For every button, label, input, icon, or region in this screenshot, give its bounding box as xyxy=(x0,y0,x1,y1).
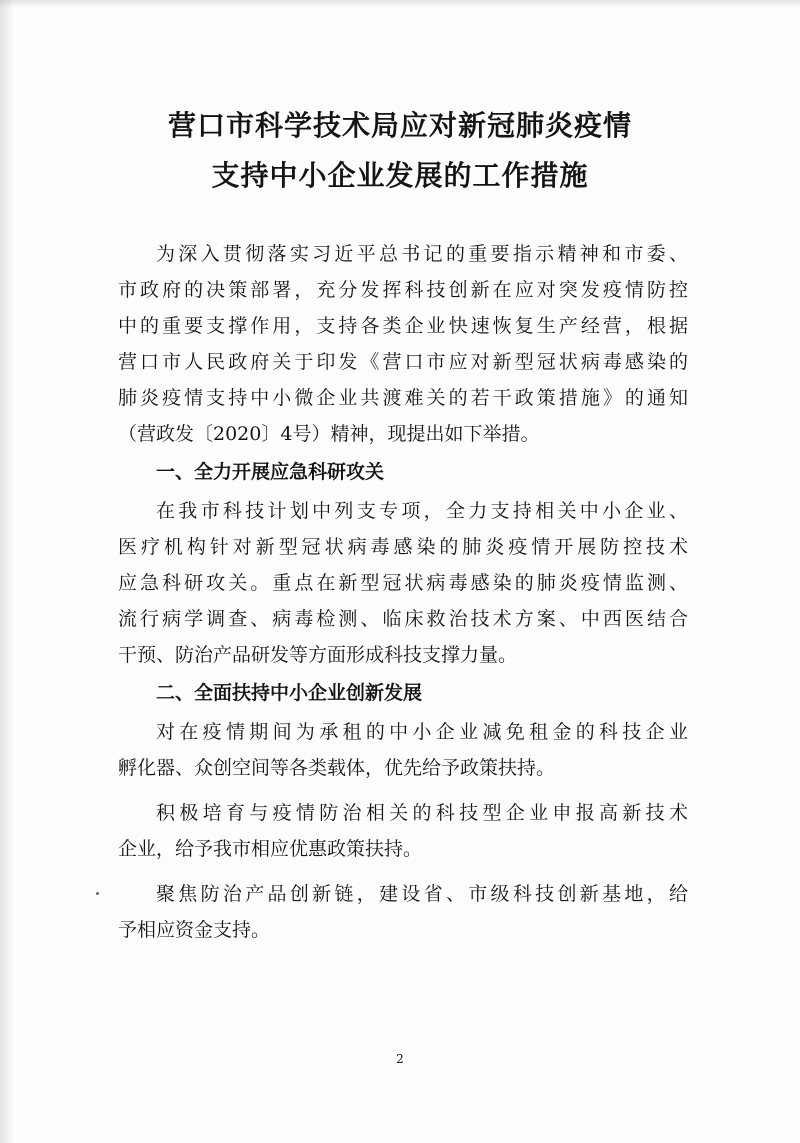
page-number: 2 xyxy=(396,1052,404,1066)
section-1-line: 医疗机构针对新型冠状病毒感染的肺炎疫情开展防控技术 xyxy=(118,536,688,558)
document-title-line-2: 支持中小企业发展的工作措施 xyxy=(211,159,589,192)
section-2-paragraph-2-line: 企业，给予我市相应优惠政策扶持。 xyxy=(118,838,423,860)
document-title-line-1: 营口市科学技术局应对新冠肺炎疫情 xyxy=(167,109,632,142)
intro-line: 为深入贯彻落实习近平总书记的重要指示精神和市委、 xyxy=(156,243,688,265)
intro-line: 市政府的决策部署，充分发挥科技创新在应对突发疫情防控 xyxy=(118,279,688,301)
section-2-paragraph-1-line: 孵化器、众创空间等各类载体，优先给予政策扶持。 xyxy=(118,757,556,779)
section-2-heading: 二、全面扶持中小企业创新发展 xyxy=(156,682,423,704)
section-1-line: 在我市科技计划中列支专项，全力支持相关中小企业、 xyxy=(156,500,688,522)
section-2-paragraph-1-line: 对在疫情期间为承租的中小企业减免租金的科技企业 xyxy=(156,721,688,743)
intro-line: 中的重要支撑作用，支持各类企业快速恢复生产经营，根据 xyxy=(118,315,688,337)
section-1-line: 干预、防治产品研发等方面形成科技支撑力量。 xyxy=(118,644,518,666)
intro-line: 肺炎疫情支持中小微企业共渡难关的若干政策措施》的通知 xyxy=(118,387,688,409)
document-body xyxy=(118,236,688,948)
section-2-paragraph-2-line: 积极培育与疫情防治相关的科技型企业申报高新技术 xyxy=(156,802,688,824)
section-2-paragraph-3-line: 聚焦防治产品创新链，建设省、市级科技创新基地，给 xyxy=(156,883,688,905)
intro-line: （营政发〔2020〕4号）精神，现提出如下举措。 xyxy=(118,423,540,445)
scan-top-shadow xyxy=(0,0,800,8)
intro-line: 营口市人民政府关于印发《营口市应对新型冠状病毒感染的 xyxy=(118,351,688,373)
section-1-line: 流行病学调查、病毒检测、临床救治技术方案、中西医结合 xyxy=(118,608,688,630)
scan-speck xyxy=(96,892,99,895)
section-2-paragraph-3-line: 予相应资金支持。 xyxy=(118,919,271,941)
section-1-heading: 一、全力开展应急科研攻关 xyxy=(156,461,385,483)
section-1-line: 应急科研攻关。重点在新型冠状病毒感染的肺炎疫情监测、 xyxy=(118,572,688,594)
